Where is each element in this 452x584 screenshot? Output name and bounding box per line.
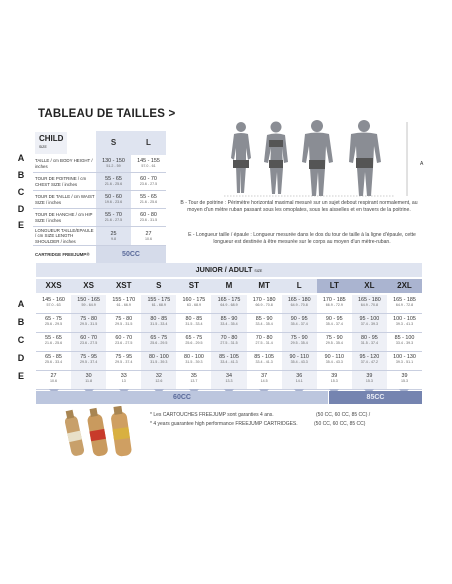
junior-col-s: S (141, 279, 176, 293)
cartridges-image (62, 406, 134, 462)
junior-cell: 65 - 75 25.6 - 29.5 (44, 316, 63, 327)
junior-cell: 39 15.3 (400, 373, 408, 384)
junior-cell: 39 15.3 (352, 371, 387, 389)
body-silhouettes-figure (224, 118, 414, 198)
junior-cell: 55 - 65 21.6 - 25.6 (44, 335, 63, 346)
junior-cell: 32 12.6 (141, 371, 176, 389)
junior-col-lt: LT (317, 279, 352, 293)
junior-cell: 165 - 180 64.9 - 70.8 (282, 295, 317, 313)
junior-cell: 70 - 80 27.5 - 31.5 (211, 333, 246, 351)
junior-cell: 95 - 120 37.4 - 47.2 (352, 352, 387, 370)
junior-cell: 75 - 90 29.5 - 35.4 (325, 335, 343, 346)
junior-cell: 85 - 105 33.4 - 41.3 (254, 354, 274, 365)
junior-cell: 145 - 160 57.0 - 63 (42, 297, 65, 308)
child-row-e: LONGUEUR TAILLE/EPAULE / cm SIZE LENGTH SHOULDER / inches 25 9.8 27 10.6 (33, 227, 196, 246)
junior-row-letter-e: E (17, 371, 24, 381)
row-letter-a: A (17, 153, 25, 163)
junior-cell: 80 - 100 31.5 - 39.3 (141, 352, 176, 370)
junior-cell: 65 - 75 25.6 - 29.5 (141, 333, 176, 351)
junior-cell: 65 - 85 25.6 - 33.4 (44, 354, 63, 365)
junior-cell: 170 - 180 66.9 - 70.8 (252, 297, 276, 308)
junior-col-l: L (282, 279, 317, 293)
junior-cell: 95 - 100 37.4 - 39.3 (352, 314, 387, 332)
guarantee-note-fr: * Les CARTOUCHES FREEJUMP sont garanties 4 ans. (150, 412, 274, 418)
junior-cell: 165 - 180 64.9 - 70.8 (352, 295, 387, 313)
child-header: CHILD SIZE (35, 132, 67, 154)
cartridge-60cc: 60CC (36, 391, 328, 404)
cartridge-large-icon (109, 406, 132, 457)
figure-label-a: A (420, 161, 424, 167)
junior-col-mt: MT (247, 279, 282, 293)
junior-row-a (36, 295, 422, 314)
junior-cell: 80 - 95 31.5 - 37.4 (352, 333, 387, 351)
description-b: B - Tour de poitrine : Périmètre horizontal maximal mesuré sur un sujet debout respirant normalement, au moyen d'un mètre ruban passant sous les omoplates, sous les aisselles et en travers de la poitrine. (180, 200, 418, 213)
junior-col-st: ST (176, 279, 211, 293)
junior-cell: 80 - 100 31.5 - 39.3 (184, 354, 204, 365)
description-e: E - Longueur taille / épaule : Longueur mesurée dans le dos du tour de taille à la ligne d'épaule, cette longueur est destinée à être mesurée sur le corps au moyen d'un mètre-ruban. (188, 232, 416, 245)
junior-row-d (36, 352, 422, 371)
junior-cell: 85 - 90 33.4 - 35.4 (211, 314, 246, 332)
silhouette-back-shorts (356, 158, 373, 168)
silhouette-girl-shorts (233, 160, 249, 168)
junior-cell: 75 - 80 29.5 - 31.5 (115, 316, 133, 327)
junior-cell: 35 13.7 (190, 373, 198, 384)
junior-cell: 100 - 130 39.3 - 51.1 (393, 354, 416, 365)
junior-col-xs: XS (71, 279, 106, 293)
silhouette-man (302, 120, 333, 196)
junior-cell: 75 - 95 29.5 - 37.4 (115, 354, 133, 365)
silhouette-girl (231, 122, 251, 193)
junior-row-e (36, 371, 422, 390)
junior-cell: 65 - 75 25.6 - 29.5 (185, 335, 203, 346)
junior-col-xxs: XXS (36, 279, 71, 293)
row-letter-d: D (17, 204, 25, 214)
junior-row-letter-a: A (17, 299, 25, 309)
child-cartridge-label: CARTRIDGE FREEJUMP® (35, 252, 90, 258)
junior-cell: 90 - 110 35.4 - 43.3 (282, 352, 317, 370)
junior-cell: 155 - 175 61 - 68.9 (141, 295, 176, 313)
junior-cell: 165 - 175 64.9 - 68.9 (211, 295, 246, 313)
junior-cell: 70 - 80 27.5 - 31.4 (255, 335, 273, 346)
guarantee-note-en: * 4 years guarantee high performance FREEJUMP CARTRIDGES. (150, 421, 298, 427)
junior-cell: 36 14.1 (282, 371, 317, 389)
junior-row-letter-d: D (17, 353, 25, 363)
row-letter-b: B (17, 170, 25, 180)
guarantee-note-en-sizes: (50 CC, 60 CC, 85 CC) (314, 421, 366, 427)
child-row-c: TOUR DE TAILLE / cm WAIST SIZE / inches 50 - 60 19.6 - 23.6 55 - 65 21.6 - 25.6 (33, 191, 196, 209)
junior-cell: 150 - 165 59 - 64.9 (71, 295, 106, 313)
cartridge-small-icon (63, 409, 85, 457)
silhouette-woman (264, 122, 288, 195)
silhouette-woman-shorts (269, 160, 283, 168)
child-size-table (33, 131, 196, 263)
junior-col-xst: XST (106, 279, 141, 293)
junior-cell: 39 15.3 (330, 373, 338, 384)
silhouette-man-shorts (309, 160, 325, 169)
junior-cell: 75 - 80 29.5 - 31.5 (71, 314, 106, 332)
junior-size-table (36, 295, 422, 390)
junior-col-m: M (211, 279, 246, 293)
child-row-a: TAILLE / cm BODY HEIGHT / inches 130 - 150 51.2 - 59 145 - 155 57.0 - 61 (33, 155, 196, 173)
junior-cell: 34 13.3 (211, 371, 246, 389)
junior-cell: 80 - 85 31.5 - 33.4 (185, 316, 203, 327)
junior-cell: 160 - 175 63 - 68.9 (182, 297, 206, 308)
junior-cell: 33 13 (120, 373, 127, 384)
child-col-s: S (96, 131, 131, 155)
cartridge-medium-icon (86, 407, 109, 457)
cartridge-85cc: 85CC (329, 391, 422, 404)
silhouette-woman-top (269, 140, 283, 147)
junior-cell: 90 - 95 35.4 - 37.4 (325, 316, 343, 327)
junior-row-letter-b: B (17, 317, 25, 327)
junior-cell: 85 - 100 33.4 - 39.3 (394, 335, 415, 346)
junior-adult-header: JUNIOR / ADULT SIZE (36, 263, 422, 277)
child-row-d: TOUR DE HANCHE / cm HIP SIZE / inches 55 - 70 21.6 - 27.5 60 - 80 23.6 - 31.5 (33, 209, 196, 227)
junior-cell: 85 - 105 33.4 - 41.3 (211, 352, 246, 370)
junior-cell: 27 10.6 (50, 373, 58, 384)
junior-size-headers (36, 279, 422, 293)
junior-row-letter-c: C (17, 335, 25, 345)
child-cartridge-50cc: 50CC (96, 246, 166, 264)
junior-col-xl: XL (352, 279, 387, 293)
row-letter-e: E (17, 220, 24, 230)
child-col-l: L (131, 131, 166, 155)
page-title: TABLEAU DE TAILLES > (38, 108, 176, 120)
junior-cell: 155 - 170 61 - 66.9 (112, 297, 136, 308)
junior-cell: 60 - 70 23.6 - 27.5 (115, 335, 133, 346)
junior-cell: 80 - 85 31.5 - 33.4 (141, 314, 176, 332)
junior-cell: 37 14.5 (260, 373, 268, 384)
row-letter-c: C (17, 187, 25, 197)
junior-cell: 75 - 90 29.5 - 35.4 (282, 333, 317, 351)
junior-row-b (36, 314, 422, 333)
junior-col-2xl: 2XL (387, 279, 422, 293)
junior-cell: 60 - 70 23.6 - 27.5 (71, 333, 106, 351)
junior-cell: 90 - 95 35.4 - 37.4 (282, 314, 317, 332)
child-cartridge-row (33, 246, 196, 264)
junior-cell: 90 - 110 35.4 - 43.3 (324, 354, 344, 365)
junior-cell: 75 - 95 29.5 - 37.4 (71, 352, 106, 370)
guarantee-note-fr-sizes: (50 CC, 60 CC, 85 CC) / (316, 412, 371, 418)
junior-row-c (36, 333, 422, 352)
junior-cell: 165 - 185 64.9 - 72.8 (393, 297, 416, 308)
junior-cell: 170 - 185 66.9 - 72.9 (322, 297, 346, 308)
junior-cell: 85 - 90 33.4 - 35.4 (255, 316, 273, 327)
junior-cell: 30 11.8 (71, 371, 106, 389)
child-row-b: TOUR DE POITRINE / cm CHEST SIZE / inches 55 - 65 21.6 - 25.6 60 - 70 23.6 - 27.5 (33, 173, 196, 191)
junior-cell: 100 - 105 39.3 - 41.3 (393, 316, 416, 327)
